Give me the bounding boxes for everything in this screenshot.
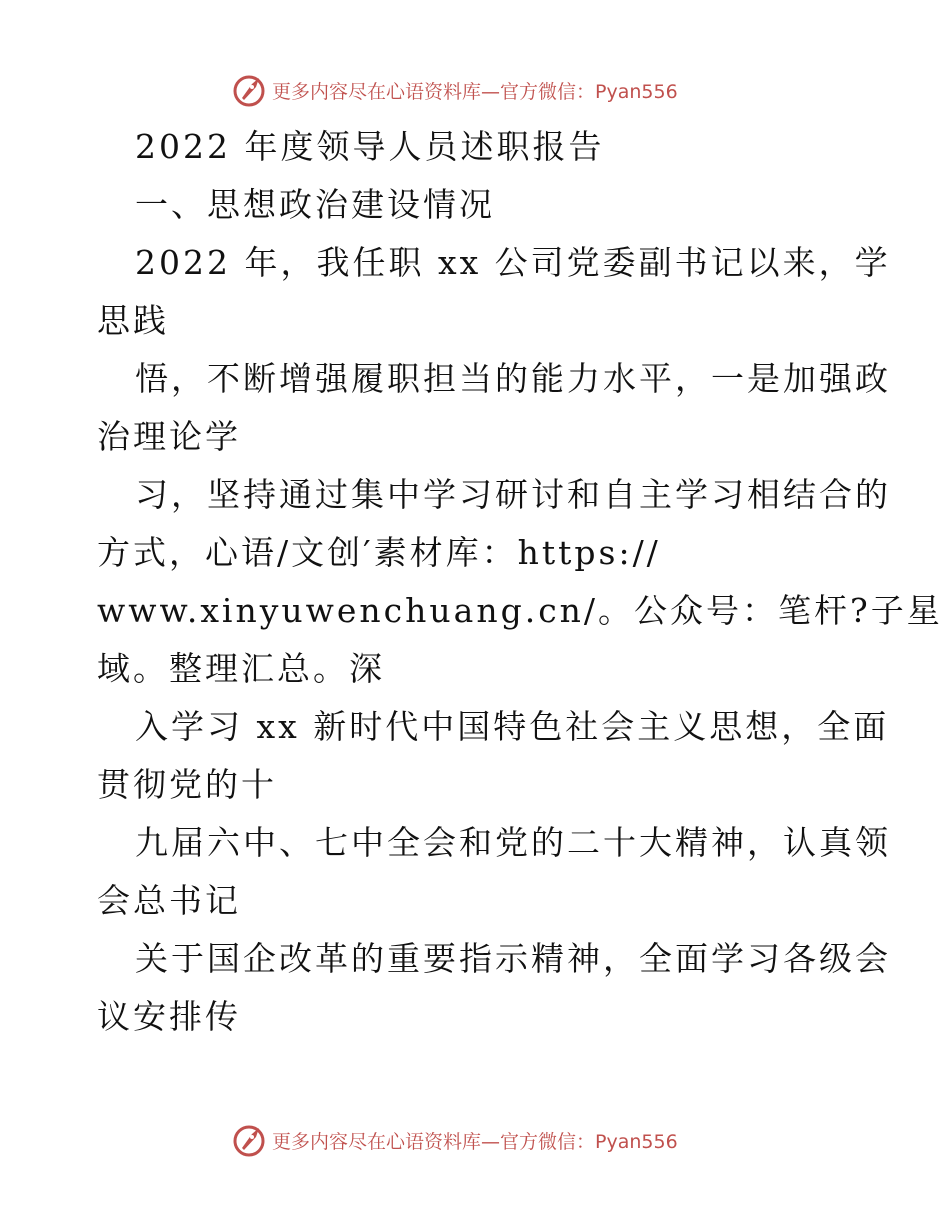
- report-title: 2022 年度领导人员述职报告: [135, 127, 605, 166]
- paragraph-line: 习，坚持通过集中学习研讨和自主学习相结合的: [135, 475, 891, 514]
- paragraph-line: 2022 年，我任职 xx 公司党委副书记以来，学: [135, 243, 891, 282]
- paragraph-line: 方式，心语/文创′素材库：https://: [97, 533, 661, 572]
- report-body: [97, 126, 943, 1054]
- paragraph-line: 域。整理汇总。深: [97, 649, 385, 688]
- pen-nib-logo-icon: [232, 1122, 268, 1158]
- footer-banner-text: 更多内容尽在心语资料库—官方微信：Pyan556: [272, 1130, 678, 1153]
- paragraph-line: 贯彻党的十: [97, 765, 277, 804]
- paragraph-line: www.xinyuwenchuang.cn/。公众号：笔杆?子星: [97, 591, 943, 630]
- paragraph-line: 关于国企改革的重要指示精神，全面学习各级会: [135, 939, 891, 978]
- section-heading: 一、思想政治建设情况: [135, 185, 495, 224]
- paragraph-line: 思践: [97, 301, 169, 340]
- header-banner: [232, 70, 678, 110]
- header-banner-text: 更多内容尽在心语资料库—官方微信：Pyan556: [272, 80, 678, 103]
- paragraph-line: 入学习 xx 新时代中国特色社会主义思想，全面: [135, 707, 890, 746]
- paragraph-line: 会总书记: [97, 881, 241, 920]
- footer-banner: [232, 1120, 678, 1160]
- paragraph-line: 悟，不断增强履职担当的能力水平，一是加强政: [135, 359, 891, 398]
- paragraph-line: 议安排传: [97, 997, 241, 1036]
- paragraph-line: 九届六中、七中全会和党的二十大精神，认真领: [135, 823, 891, 862]
- paragraph-line: 治理论学: [97, 417, 241, 456]
- pen-nib-logo-icon: [232, 72, 268, 108]
